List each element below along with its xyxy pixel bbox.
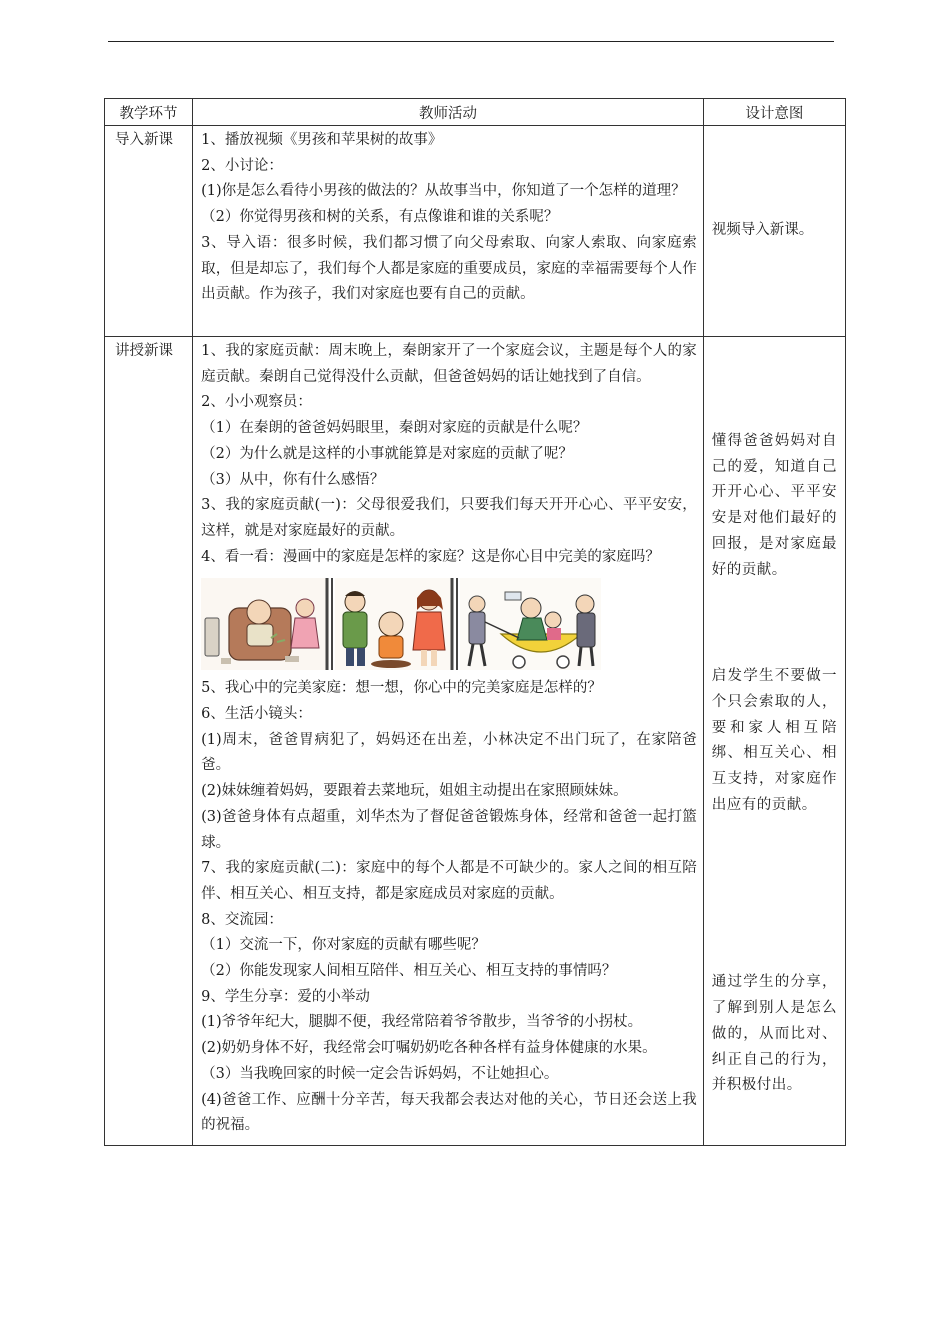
activity-line: (1)你是怎么看待小男孩的做法的？从故事当中，你知道了一个怎样的道理？ bbox=[201, 183, 686, 200]
activity-line: 3、导入语：很多时候，我们都习惯了向父母索取、向家人索取、向家庭索取，但是却忘了，我们每个人都是家庭的重要成员，家庭的幸福需要每个人作出贡献。作为孩子，我们对家庭也要有自己的贡献。 bbox=[201, 234, 697, 303]
lesson-plan-table bbox=[104, 98, 846, 1146]
activity-line: （2）你能发现家人间相互陪伴、相互关心、相互支持的事情吗？ bbox=[201, 963, 617, 980]
header-rule bbox=[108, 41, 834, 42]
table-row bbox=[105, 337, 846, 1146]
activity-line: (3)爸爸身体有点超重，刘华杰为了督促爸爸锻炼身体，经常和爸爸一起打篮球。 bbox=[201, 808, 697, 851]
activity-line: （3）从中，你有什么感悟？ bbox=[201, 471, 385, 488]
activity-line: 8、交流园： bbox=[201, 911, 283, 928]
table-row bbox=[105, 126, 846, 337]
activity-line: (1)爷爷年纪大，腿脚不便，我经常陪着爷爷散步，当爷爷的小拐杖。 bbox=[201, 1014, 643, 1031]
table-header-row bbox=[105, 99, 846, 126]
activity-line: 7、我的家庭贡献(二)：家庭中的每个人都是不可缺少的。家人之间的相互陪伴、相互关心、相互支持，都是家庭成员对家庭的贡献。 bbox=[201, 860, 697, 902]
activity-line: 6、生活小镜头： bbox=[201, 706, 312, 723]
activity-line: （1）在秦朗的爸爸妈妈眼里，秦朗对家庭的贡献是什么呢？ bbox=[201, 420, 588, 437]
activity-teach bbox=[193, 337, 704, 1146]
activity-line: (4)爸爸工作、应酬十分辛苦，每天我都会表达对他的关心，节日还会送上我的祝福。 bbox=[201, 1091, 697, 1134]
activity-line: (1)周末，爸爸胃病犯了，妈妈还在出差，小林决定不出门玩了，在家陪爸爸。 bbox=[201, 731, 697, 774]
intent-intro bbox=[703, 126, 845, 337]
activity-line: (2)妹妹缠着妈妈，要跟着去菜地玩，姐姐主动提出在家照顾妹妹。 bbox=[201, 783, 628, 800]
activity-line: 9、学生分享：爱的小举动 bbox=[201, 988, 370, 1005]
activity-line: 3、我的家庭贡献(一)：父母很爱我们，只要我们每天开开心心、平平安安，这样，就是对家庭最好的贡献。 bbox=[201, 497, 697, 539]
activity-line: 2、小讨论： bbox=[201, 157, 283, 174]
stage-intro: 导入新课 bbox=[105, 126, 193, 337]
intent-text: 启发学生不要做一个只会索取的人，要和家人相互陪绑、相互关心、相互支持，对家庭作出应有的贡献。 bbox=[711, 668, 837, 813]
activity-line: 1、播放视频《男孩和苹果树的故事》 bbox=[201, 132, 443, 148]
activity-line: （2）为什么就是这样的小事就能算是对家庭的贡献了呢？ bbox=[201, 445, 573, 462]
header-activity: 教师活动 bbox=[193, 99, 704, 126]
activity-line: 1、我的家庭贡献：周末晚上，秦朗家开了一个家庭会议，主题是每个人的家庭贡献。秦朗自己觉得没什么贡献，但爸爸妈妈的话让她找到了自信。 bbox=[201, 343, 697, 385]
activity-intro bbox=[193, 126, 704, 337]
activity-line: 5、我心中的完美家庭：想一想，你心中的完美家庭是怎样的？ bbox=[201, 680, 602, 697]
stage-teach: 讲授新课 bbox=[105, 337, 193, 1146]
intent-text: 视频导入新课。 bbox=[711, 222, 814, 239]
intent-teach bbox=[703, 337, 845, 1146]
family-comic-image bbox=[201, 574, 697, 670]
activity-line: （3）当我晚回家的时候一定会告诉妈妈，不让她担心。 bbox=[201, 1065, 559, 1082]
header-intent: 设计意图 bbox=[703, 99, 845, 126]
intent-text: 懂得爸爸妈妈对自己的爱，知道自己开开心心、平平安安是对他们最好的回报，是对家庭最好的贡献。 bbox=[711, 433, 837, 578]
activity-line: 4、看一看：漫画中的家庭是怎样的家庭？这是你心目中完美的家庭吗？ bbox=[201, 548, 660, 565]
activity-line: （1）交流一下，你对家庭的贡献有哪些呢？ bbox=[201, 937, 486, 954]
activity-line: 2、小小观察员： bbox=[201, 394, 312, 411]
intent-text: 通过学生的分享，了解到别人是怎么做的，从而比对、纠正自己的行为，并积极付出。 bbox=[711, 974, 837, 1094]
activity-line: (2)奶奶身体不好，我经常会叮嘱奶奶吃各种各样有益身体健康的水果。 bbox=[201, 1040, 657, 1057]
family-comic-illustration bbox=[201, 578, 601, 670]
header-stage: 教学环节 bbox=[105, 99, 193, 126]
activity-line: （2）你觉得男孩和树的关系，有点像谁和谁的关系呢？ bbox=[201, 209, 559, 226]
